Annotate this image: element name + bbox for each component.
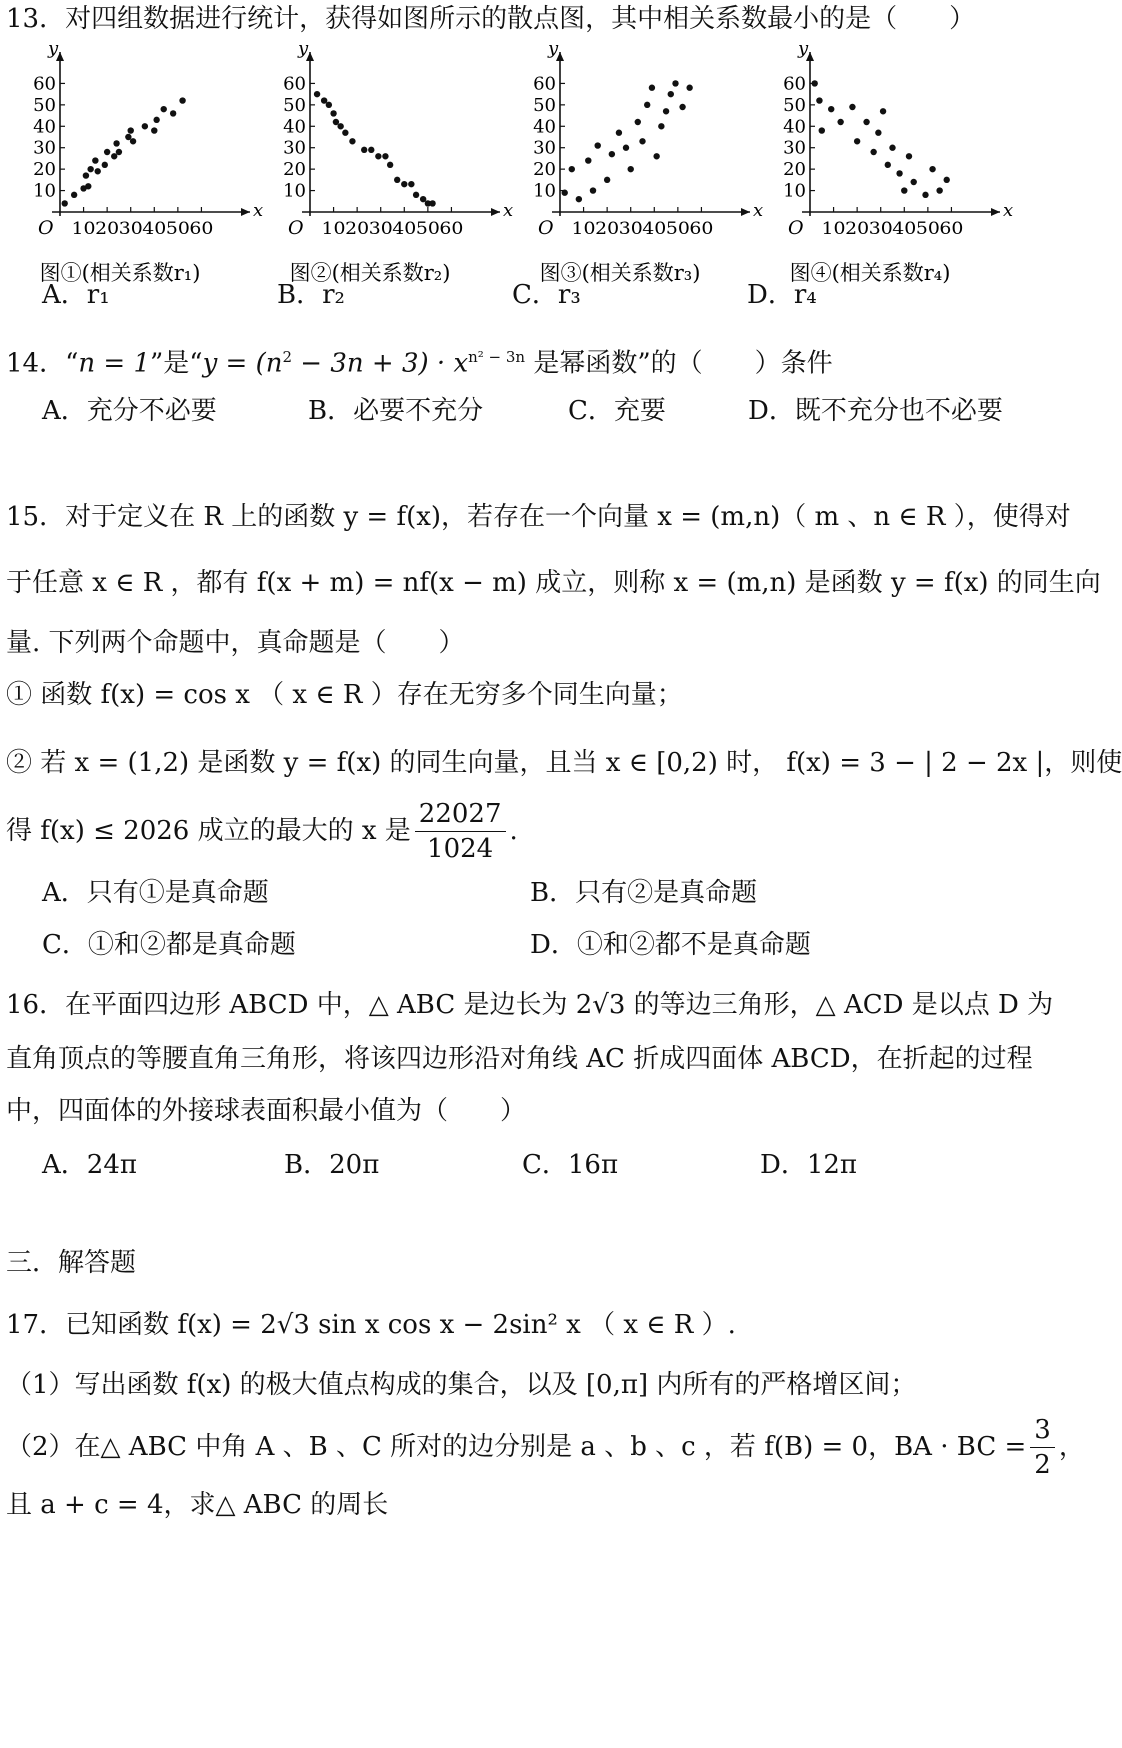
data-point [333, 119, 339, 125]
data-point [413, 192, 419, 198]
data-point [71, 192, 77, 198]
x-tick-label: 50 [665, 219, 690, 239]
data-point [151, 127, 157, 133]
q16-line-2: 直角顶点的等腰直角三角形，将该四边形沿对角线 AC 折成四面体 ABCD，在折起的过程 [6, 1044, 1033, 1074]
data-point [337, 123, 343, 129]
data-point [609, 151, 615, 157]
q15-line-2: 于任意 x ∈ R ，都有 f(x + m) = nf(x − m) 成立，则称 x = (m,n) 是函数 y = f(x) 的同生向 [6, 568, 1101, 598]
data-point [653, 153, 659, 159]
q14-square: 2 [282, 348, 293, 366]
data-point [420, 196, 426, 202]
y-tick-label: 40 [783, 116, 806, 138]
x-tick-label: 50 [415, 219, 440, 239]
x-axis-label: x [253, 200, 264, 221]
y-tick-label: 50 [283, 94, 306, 116]
q17-line-1: 17．已知函数 f(x) = 2√3 sin x cos x − 2sin² x （ x ∈ R ）. [6, 1310, 736, 1340]
y-axis-label: y [798, 38, 809, 59]
data-point [408, 181, 414, 187]
data-point [361, 147, 367, 153]
data-point [870, 149, 876, 155]
data-point [569, 166, 575, 172]
q15-line-3: 量. 下列两个命题中，真命题是（ ） [6, 628, 465, 658]
y-tick-label: 30 [783, 137, 806, 159]
x-tick-label: 20 [95, 219, 120, 239]
x-tick-label: 40 [142, 219, 167, 239]
data-point [896, 170, 902, 176]
data-point [382, 153, 388, 159]
data-point [130, 138, 136, 144]
q15-option-b[interactable]: B．只有②是真命题 [530, 878, 758, 908]
data-point [595, 142, 601, 148]
q17-fraction-numerator: 3 [1030, 1417, 1055, 1448]
data-point [936, 187, 942, 193]
data-point [672, 80, 678, 86]
q15-option-d[interactable]: D．①和②都不是真命题 [530, 930, 811, 960]
data-point [576, 196, 582, 202]
y-tick-label: 40 [283, 116, 306, 138]
q15-option-c[interactable]: C．①和②都是真命题 [42, 930, 296, 960]
x-tick-label: 40 [642, 219, 667, 239]
x-tick-label: 60 [689, 219, 714, 239]
q15-line-1: 15．对于定义在 R 上的函数 y = f(x)，若存在一个向量 x = (m,n)（ m 、n ∈ R ），使得对 [6, 502, 1071, 532]
y-tick-label: 60 [783, 73, 806, 95]
data-point [885, 162, 891, 168]
data-point [394, 177, 400, 183]
data-point [686, 85, 692, 91]
data-point [429, 200, 435, 206]
data-point [922, 192, 928, 198]
y-tick-label: 30 [533, 137, 556, 159]
x-axis-arrow [991, 208, 1000, 216]
x-tick-label: 30 [368, 219, 393, 239]
y-tick-label: 20 [783, 159, 806, 181]
scatter-chart-3 [533, 38, 763, 285]
q15-proposition-2-cont [6, 796, 1074, 866]
q14-option-d[interactable]: D．既不充分也不必要 [748, 396, 1003, 426]
data-point [368, 147, 374, 153]
data-point [854, 138, 860, 144]
data-point [387, 162, 393, 168]
chart-caption: 图②(相关系数r₂) [289, 261, 451, 285]
data-point [658, 123, 664, 129]
q17-part-3: 且 a + c = 4，求△ ABC 的周长 [6, 1490, 389, 1520]
x-tick-label: 40 [392, 219, 417, 239]
q14-option-c[interactable]: C．充要 [568, 396, 666, 426]
q14-stem [6, 340, 1074, 381]
data-point [623, 145, 629, 151]
origin-label: O [788, 217, 804, 239]
q16-line-3: 中，四面体的外接球表面积最小值为（ ） [6, 1096, 527, 1126]
origin-label: O [288, 217, 304, 239]
y-axis-label: y [298, 38, 309, 59]
q13-option-a[interactable]: A．r₁ [42, 280, 110, 310]
q16-option-a[interactable]: A．24π [42, 1150, 137, 1180]
data-point [125, 134, 131, 140]
q15-fraction [415, 798, 506, 864]
data-point [142, 123, 148, 129]
y-tick-label: 10 [533, 180, 556, 202]
data-point [314, 91, 320, 97]
scatter-chart-2 [283, 38, 513, 285]
origin-label: O [38, 217, 54, 239]
x-tick-label: 20 [345, 219, 370, 239]
q17-part-2-text: （2）在△ ABC 中角 A 、B 、C 所对的边分别是 a 、b 、c ，若 f(B) = 0，BA · BC = [6, 1432, 1027, 1462]
y-tick-label: 10 [283, 180, 306, 202]
x-tick-label: 30 [118, 219, 143, 239]
q17-part-1: （1）写出函数 f(x) 的极大值点构成的集合，以及 [0,π] 内所有的严格增区间； [6, 1370, 917, 1400]
chart-caption: 图③(相关系数r₃) [539, 261, 701, 285]
data-point [837, 119, 843, 125]
q15-proposition-2: ② 若 x = (1,2) 是函数 y = f(x) 的同生向量，且当 x ∈ [0,2) 时， f(x) = 3 − | 2 − 2x |，则使 [6, 748, 1122, 778]
chart-caption: 图①(相关系数r₁) [39, 261, 201, 285]
q15-prop2b-end: . [509, 816, 518, 846]
y-tick-label: 60 [533, 73, 556, 95]
x-axis-arrow [241, 208, 250, 216]
q13-option-b[interactable]: B．r₂ [277, 280, 345, 310]
chart-caption: 图④(相关系数r₄) [789, 261, 951, 285]
data-point [635, 119, 641, 125]
data-point [812, 80, 818, 86]
data-point [92, 157, 98, 163]
y-tick-label: 20 [533, 159, 556, 181]
q17-fraction-denominator: 2 [1034, 1449, 1051, 1480]
data-point [668, 91, 674, 97]
q14-exponent: n² − 3n [468, 348, 526, 366]
y-tick-label: 30 [33, 137, 56, 159]
x-tick-label: 10 [821, 219, 846, 239]
q14-quote-mid: ”是“ [150, 348, 203, 379]
data-point [604, 177, 610, 183]
x-tick-label: 30 [868, 219, 893, 239]
q14-number: 14． [6, 348, 66, 379]
x-tick-label: 20 [845, 219, 870, 239]
x-tick-label: 60 [939, 219, 964, 239]
origin-label: O [538, 217, 554, 239]
q14-function-mid: − 3n + 3) · x [292, 348, 469, 379]
data-point [628, 166, 634, 172]
data-point [911, 179, 917, 185]
data-point [828, 106, 834, 112]
data-point [644, 102, 650, 108]
data-point [863, 119, 869, 125]
y-tick-label: 10 [33, 180, 56, 202]
data-point [330, 110, 336, 116]
data-point [663, 108, 669, 114]
data-point [875, 130, 881, 136]
q16-line-1: 16．在平面四边形 ABCD 中，△ ABC 是边长为 2√3 的等边三角形，△ ACD 是以点 D 为 [6, 990, 1054, 1020]
x-tick-label: 50 [915, 219, 940, 239]
q14-option-b[interactable]: B．必要不充分 [308, 396, 484, 426]
x-tick-label: 60 [189, 219, 214, 239]
data-point [161, 106, 167, 112]
q16-option-b[interactable]: B．20π [284, 1150, 380, 1180]
data-point [562, 190, 568, 196]
y-axis-label: y [548, 38, 559, 59]
q13-option-c[interactable]: C．r₃ [512, 280, 581, 310]
x-tick-label: 10 [571, 219, 596, 239]
y-tick-label: 50 [33, 94, 56, 116]
section-3-title: 三．解答题 [6, 1248, 137, 1278]
x-axis-arrow [741, 208, 750, 216]
x-tick-label: 10 [71, 219, 96, 239]
y-tick-label: 50 [533, 94, 556, 116]
q16-option-d[interactable]: D．12π [760, 1150, 858, 1180]
scatter-chart-1 [33, 38, 263, 285]
q14-function-pre: y = (n [202, 348, 283, 379]
data-point [326, 102, 332, 108]
q15-option-a[interactable]: A．只有①是真命题 [42, 878, 269, 908]
q13-stem: 13．对四组数据进行统计，获得如图所示的散点图，其中相关系数最小的是（ ） [6, 4, 976, 34]
data-point [816, 97, 822, 103]
y-tick-label: 40 [533, 116, 556, 138]
x-tick-label: 50 [165, 219, 190, 239]
y-tick-label: 50 [783, 94, 806, 116]
data-point [901, 187, 907, 193]
data-point [616, 130, 622, 136]
q17-part-2-end: ， [1058, 1432, 1085, 1462]
y-tick-label: 20 [33, 159, 56, 181]
x-axis-label: x [1003, 200, 1014, 221]
y-tick-label: 20 [283, 159, 306, 181]
q15-prop2b-text: 得 f(x) ≤ 2026 成立的最大的 x 是 [6, 816, 411, 846]
scatter-chart-4 [783, 38, 1013, 285]
data-point [639, 138, 645, 144]
data-point [906, 153, 912, 159]
y-tick-label: 40 [33, 116, 56, 138]
data-point [649, 85, 655, 91]
data-point [349, 138, 355, 144]
data-point [170, 110, 176, 116]
y-tick-label: 60 [283, 73, 306, 95]
data-point [116, 149, 122, 155]
data-point [85, 183, 91, 189]
data-point [889, 145, 895, 151]
y-tick-label: 60 [33, 73, 56, 95]
data-point [929, 166, 935, 172]
data-point [849, 104, 855, 110]
q14-quote-open: “ [65, 348, 79, 379]
q16-option-c[interactable]: C．16π [522, 1150, 619, 1180]
data-point [679, 104, 685, 110]
x-tick-label: 40 [892, 219, 917, 239]
q14-stem-end: 是幂函数”的（ ）条件 [533, 348, 833, 379]
data-point [321, 97, 327, 103]
data-point [102, 162, 108, 168]
x-tick-label: 10 [321, 219, 346, 239]
data-point [590, 187, 596, 193]
data-point [62, 200, 68, 206]
y-axis-label: y [48, 38, 59, 59]
data-point [375, 153, 381, 159]
data-point [113, 140, 119, 146]
x-axis-label: x [503, 200, 514, 221]
data-point [87, 166, 93, 172]
data-point [95, 168, 101, 174]
q17-fraction [1030, 1414, 1055, 1480]
data-point [104, 149, 110, 155]
q14-option-a[interactable]: A．充分不必要 [42, 396, 217, 426]
x-axis-arrow [491, 208, 500, 216]
data-point [153, 117, 159, 123]
q14-condition: n = 1 [78, 348, 150, 379]
data-point [111, 153, 117, 159]
data-point [944, 177, 950, 183]
y-tick-label: 30 [283, 137, 306, 159]
data-point [585, 157, 591, 163]
q17-part-2 [6, 1412, 1085, 1482]
x-axis-label: x [753, 200, 764, 221]
q13-scatter-charts [0, 38, 1080, 304]
data-point [179, 97, 185, 103]
data-point [83, 172, 89, 178]
x-tick-label: 60 [439, 219, 464, 239]
q15-proposition-1: ① 函数 f(x) = cos x （ x ∈ R ）存在无穷多个同生向量； [6, 680, 683, 710]
y-tick-label: 10 [783, 180, 806, 202]
data-point [880, 108, 886, 114]
q15-fraction-numerator: 22027 [415, 801, 506, 832]
data-point [342, 130, 348, 136]
data-point [819, 127, 825, 133]
data-point [128, 127, 134, 133]
q13-option-d[interactable]: D．r₄ [747, 280, 817, 310]
q15-fraction-denominator: 1024 [427, 833, 494, 864]
data-point [401, 181, 407, 187]
x-tick-label: 30 [618, 219, 643, 239]
x-tick-label: 20 [595, 219, 620, 239]
